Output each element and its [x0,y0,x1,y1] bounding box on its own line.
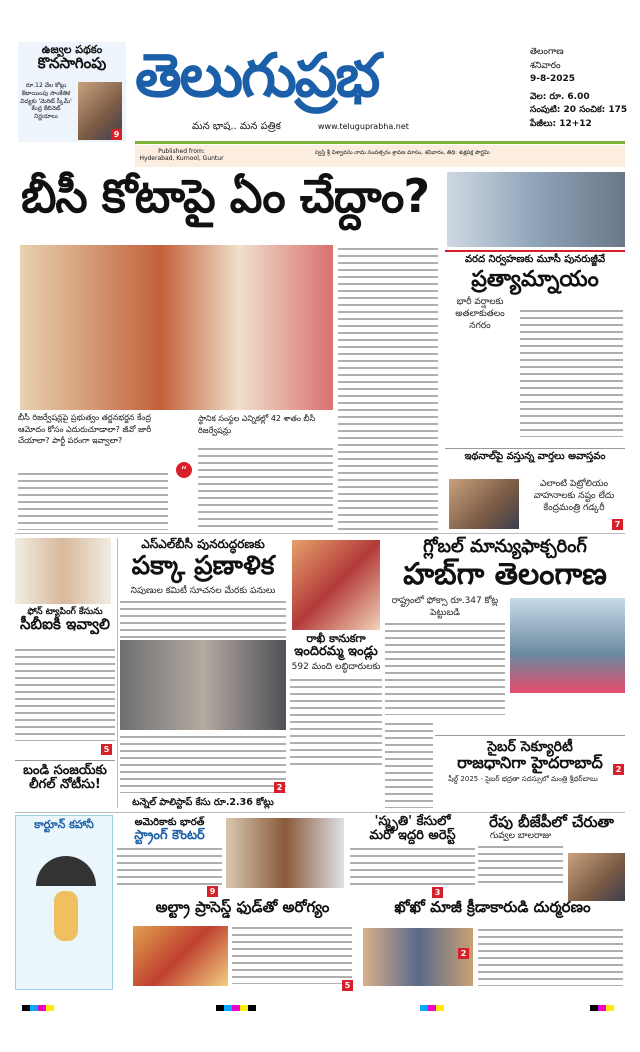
story-title: రాజధానిగా హైదరాబాద్ [457,752,603,772]
lead-quote: స్థానిక సంస్థల ఎన్నికల్లో 42 శాతం బీసీ రిజర్వేషన్లు [198,414,316,435]
color-bar-mid [420,996,444,1015]
pages: పేజీలు: 12+12 [530,118,592,129]
teaser-title: కొనసాగింపు [37,53,107,72]
story-title: మరో ఇద్దరి అరెస్ట్ [369,827,456,843]
story-body [478,843,563,883]
story-sub: రాష్ట్రంలో ఫోక్సా రూ.347 కోట్ల పెట్టుబడి [391,596,499,619]
page-badge: 3 [432,887,443,898]
hub-body-2 [385,720,433,808]
tagline: మన భాష.. మన పత్రిక [192,121,281,132]
story-kicker: అమెరికాకు భారత్ [134,817,205,828]
page-badge: 2 [274,782,285,793]
cartoon-figure [54,891,78,941]
meeting-photo [447,172,625,247]
story-title: స్ట్రాంగ్ కౌంటర్ [134,827,205,843]
story-kicker: గ్లోబల్ మాన్యుఫాక్చరింగ్ [423,536,587,557]
story-sub: ఎలాంటి పెట్రోలియం వాహనాలకు నష్టం లేదు కేంద్రమంత్రి గడ్కరీ [533,479,615,513]
bandi-photo [15,538,111,604]
story-footer: బండి సంజయ్‌కు లీగల్ నోటీసు! [15,760,115,791]
story-cyber[interactable] [435,735,625,785]
page-badge: 5 [101,744,112,755]
lead-body [338,245,438,530]
story-title: ప్రత్యామ్నాయం [471,266,599,292]
lead-intro: బీసీ రిజర్వేషన్లపై ప్రభుత్వం తర్జనభర్జన కేంద్ర ఆమోదం కోసం ఎదురుచూడాలా? జీవో జారీ చేయాలా? పార్టీ పరంగా ఇవ్వాలా? [18,413,152,446]
story-body [15,646,115,741]
story-khokho[interactable] [360,898,625,958]
edition-info [530,46,630,131]
story-sub: గువ్వల బాలరాజు [489,830,552,841]
day: శనివారం [530,60,561,71]
website-link[interactable]: www.teluguprabha.net [318,122,409,131]
volume: సంపుటి: 20 సంచిక: 175 [530,105,628,115]
balaraju-photo [568,853,625,901]
green-rule [135,141,625,144]
gadkari-photo [449,479,519,529]
story-title: హబ్‌గా తెలంగాణ [403,556,607,592]
teaser-body: రూ.12 వేల కోట్లు కేటాయింపు సాంకేతిక విద్యకు 'మెరిట్ స్కీమ్' కేంద్ర కేబినెట్ నిర్ణయాలు [20,82,72,121]
story-sub: షీల్డ్ 2025 - సైబర్ భద్రతా సదస్సులో మంత్రి శ్రీధర్‌బాబు [448,775,598,784]
lead-headline[interactable]: బీసీ కోటాపై ఏం చేద్దాం? [20,169,430,223]
page-badge: 5 [342,980,353,991]
teaser-kicker: ఉజ్వల పథకం [41,43,103,56]
story-kicker: ఫోన్ ట్యాపింగ్ కేసును [27,607,103,617]
masthead-logo: తెలుగుప్రభ [135,41,379,111]
story-ethanol[interactable] [445,448,625,529]
story-usa[interactable] [117,817,222,896]
story-kicker: ఎస్ఎల్‌బీసీ పునరుద్ధరణకు [141,537,265,551]
story-title: ఇథనాల్‌పై వస్తున్న వార్తలు అవాస్తవం [464,451,606,462]
food-photo [133,926,228,986]
cartoon-title: కార్టూన్ కహానీ [34,818,94,831]
story-bjp[interactable] [478,815,625,900]
story-body [117,845,222,890]
story-title: పక్కా ప్రణాళిక [131,550,275,581]
story-sub: భారీ వర్షాలకు అతలాకుతలం నగరం [455,296,505,331]
umbrella-drawing [36,856,96,886]
page-badge: 7 [612,519,623,530]
story-slbc[interactable] [120,538,286,638]
color-bar-center [216,996,256,1015]
page-badge: 9 [111,129,122,140]
slbc-body [120,733,286,793]
story-body [385,620,505,715]
story-sub: 592 మంది లబ్ధిదారులకు [291,662,381,673]
story-kicker: వరద నిర్వహణకు మూసీ పునరుజ్జీవే [464,254,606,265]
page-badge: 9 [207,886,218,897]
panchangam: స్వస్తి శ్రీ విశ్వావసు నామ సంవత్సరం శ్రావణ మాసం, శనివారం, తిథి: శుక్లపక్ష పౌర్ణమి [315,150,490,156]
color-bar-left [22,996,54,1015]
slbc-footer[interactable]: టన్నెల్ పాలిస్టాప్ కేసు రూ.2.36 కోట్లు [132,797,274,808]
rakhi-photo [292,540,380,630]
story-body [232,924,352,984]
page-badge: 2 [613,764,624,775]
story-body [350,845,475,890]
minister-photo [510,598,625,693]
story-rakhi[interactable] [290,633,382,766]
story-body [478,926,623,986]
info-strip [135,145,625,167]
story-musi[interactable] [445,250,625,333]
lead-quote-body [198,445,333,530]
date: 9-8-2025 [530,74,576,84]
color-bar-right [590,996,614,1015]
teaser-top[interactable] [18,42,126,142]
story-kicker: రాఖీ కానుకగా [306,632,366,645]
story-food[interactable] [130,898,355,990]
story-sub: నిపుణుల కమిటీ సూచనల మేరకు పనులు [130,585,276,596]
page-badge: 2 [458,948,469,959]
price: వెల: రూ. 6.00 [530,91,590,102]
cartoon-box [15,815,113,990]
story-sub-body [120,598,286,638]
khokho-photo [363,928,473,986]
published-cities: Hyderabad, Kurnool, Guntur [139,155,224,162]
story-title: రేపు బీజేపీలో చేరుతా [489,813,614,831]
governor-photo [226,818,344,888]
lead-photo [20,245,333,410]
story-title: సీబీఐకి ఇవ్వాలి [20,615,110,634]
story-kicker: 'స్మృతి' కేసులో [374,814,451,829]
published-label: Published from: [158,148,205,155]
story-title: ఖోఖో మాజీ క్రీడాకారుడి దుర్మరణం [394,898,591,916]
state: తెలంగాణ [530,47,564,57]
story-title: ఇందిరమ్మ ఇండ్లు [294,643,378,659]
story-title: అల్ట్రా ప్రాసెస్డ్ ఫుడ్‌తో అరోగ్యం [155,898,330,916]
story-kicker: సైబర్ సెక్యూరిటీ [487,739,573,755]
story-body [520,307,623,437]
story-body [290,676,382,766]
quote-icon: “ [176,462,192,478]
story-smruti[interactable] [350,814,475,897]
slbc-photo [120,640,286,730]
story-phone-tapping[interactable] [15,538,115,808]
lead-body-2 [18,470,168,530]
